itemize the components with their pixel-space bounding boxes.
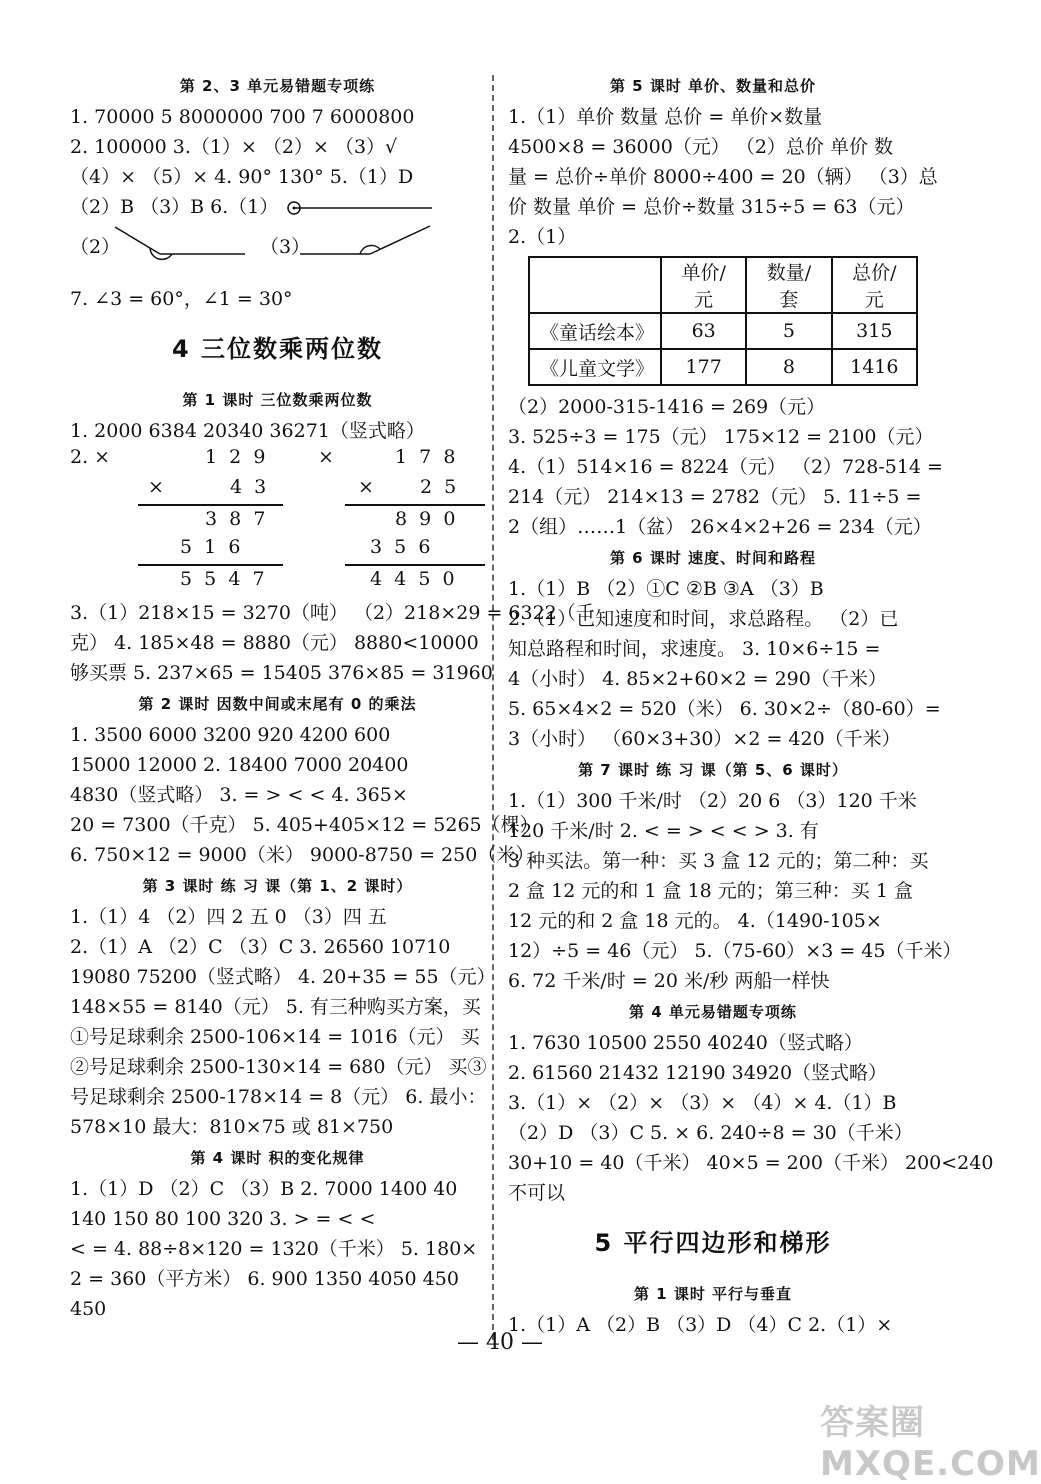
answer-line: 6. 750×12 = 9000（米） 9000-8750 = 250（米）	[70, 844, 535, 866]
answer-line: 3.（1）× （2）× （3）× （4）× 4.（1）B	[508, 1092, 897, 1114]
section-title: 第 4 课时 积的变化规律	[190, 1149, 365, 1167]
answer-line: 6. 72 千米/时 = 20 米/秒 两船一样快	[508, 970, 830, 992]
answer-text: （2）B （3）B 6.（1）	[70, 196, 279, 218]
product: 5 5 4 7	[180, 568, 265, 590]
answer-line: 知总路程和时间，求速度。 3. 10×6÷15 =	[508, 638, 881, 660]
times-sign: ×	[148, 476, 164, 498]
rule-line	[345, 504, 485, 506]
times-sign: ×	[358, 476, 374, 498]
section-title: 第 1 课时 平行与垂直	[633, 1285, 793, 1303]
page-number: — 40 —	[457, 1330, 543, 1355]
answer-line: 12 元的和 2 盒 18 元的。 4.（1490-105×	[508, 910, 882, 932]
table-row	[529, 313, 917, 349]
answer-line: 214（元） 214×13 = 2782（元） 5. 11÷5 =	[508, 486, 922, 508]
answer-line: 140 150 80 100 320 3. > = < <	[70, 1208, 376, 1230]
answer-line: 2（组）……1（盆） 26×4×2+26 = 234（元）	[508, 516, 932, 538]
table-header-cell: 总价/元	[832, 257, 917, 313]
table-row	[529, 349, 917, 385]
answer-text: 2. ×	[70, 446, 111, 468]
answer-line: 1.（1）单价 数量 总价 = 单价×数量	[508, 106, 823, 128]
section-title: 第 7 课时 练 习 课（第 5、6 课时）	[578, 761, 848, 779]
answer-line: 1. 70000 5 8000000 700 7 6000800	[70, 106, 415, 128]
answer-line: 12）÷5 = 46（元） 5.（75-60）×3 = 45（千米）	[508, 940, 962, 962]
section-title: 第 3 课时 练 习 课（第 1、2 课时）	[142, 877, 413, 895]
answer-line: 7. ∠3 = 60°，∠1 = 30°	[70, 288, 293, 310]
answer-line: 4830（竖式略） 3. = > < < 4. 365×	[70, 784, 408, 806]
answer-line: 120 千米/时 2. < = > < < > 3. 有	[508, 820, 819, 842]
answer-line: 3 种买法。第一种：买 3 盒 12 元的；第二种：买	[508, 850, 929, 872]
rule-line	[138, 564, 283, 566]
angle-figure-3	[295, 222, 435, 272]
answer-line: 15000 12000 2. 18400 7000 20400	[70, 754, 409, 776]
answer-line: 20 = 7300（千克） 5. 405+405×12 = 5265（棵）	[70, 814, 539, 836]
answer-line: 克） 4. 185×48 = 8880（元） 8880<10000	[70, 632, 479, 654]
multiplicand: 1 2 9	[205, 446, 266, 468]
answer-line: 2 = 360（平方米） 6. 900 1350 4050 450	[70, 1268, 459, 1290]
answer-line: 够买票 5. 237×65 = 15405 376×85 = 31960	[70, 662, 493, 684]
product: 4 4 5 0	[370, 568, 455, 590]
section-title: 第 4 单元易错题专项练	[629, 1003, 797, 1021]
answer-line: 4（小时） 4. 85×2+60×2 = 290（千米）	[508, 668, 887, 690]
table-header-cell: 数量/套	[746, 257, 831, 313]
figure-label: （3）	[260, 236, 311, 258]
table-cell: 5	[746, 313, 831, 349]
angle-figures	[70, 222, 485, 284]
answer-line: 不可以	[508, 1182, 566, 1204]
answer-line: 3. 525÷3 = 175（元） 175×12 = 2100（元）	[508, 426, 934, 448]
table-cell: 63	[661, 313, 746, 349]
answer-line: 2.（1）	[508, 226, 577, 248]
unit-title: 5 平行四边形和梯形	[594, 1229, 832, 1257]
section-title: 第 1 课时 三位数乘两位数	[182, 391, 373, 409]
answer-line: （2）D （3）C 5. × 6. 240÷8 = 30（千米）	[508, 1122, 913, 1144]
answer-line: （2）2000-315-1416 = 269（元）	[508, 396, 826, 418]
answer-line: 1.（1）D （2）C （3）B 2. 7000 1400 40	[70, 1178, 458, 1200]
answer-line: 1. 3500 6000 3200 920 4200 600	[70, 724, 391, 746]
vertical-multiplication-result	[70, 564, 485, 598]
answer-line: 1.（1）4 （2）四 2 五 0 （3）四 五	[70, 906, 387, 928]
answer-line: ②号足球剩余 2500-130×14 = 680（元） 买③	[70, 1056, 487, 1078]
multiplier: 2 5	[420, 476, 457, 498]
table-header-cell: 单价/元	[661, 257, 746, 313]
table-cell: 《童话绘本》	[529, 313, 661, 349]
figure-label: （2）	[70, 236, 121, 258]
answer-line: 2 盒 12 元的和 1 盒 18 元的；第三种：买 1 盒	[508, 880, 913, 902]
rule-line	[138, 504, 283, 506]
table-header-row	[529, 257, 917, 313]
vertical-multiplication	[70, 446, 485, 564]
answer-line: 号足球剩余 2500-178×14 = 8（元） 6. 最小：	[70, 1086, 487, 1108]
answer-line: 2.（1）A （2）C （3）C 3. 26560 10710	[70, 936, 451, 958]
answer-line: 578×10 最大：810×75 或 81×750	[70, 1116, 394, 1138]
answer-line: （4）× （5）× 4. 90° 130° 5.（1）D	[70, 166, 414, 188]
watermark-logo: 答案圈 MXQE.COM	[820, 1403, 1041, 1484]
price-table	[528, 256, 918, 386]
answer-line: 2. 61560 21432 12190 34920（竖式略）	[508, 1062, 888, 1084]
answer-line: 2. 100000 3.（1）× （2）× （3）√	[70, 136, 398, 158]
unit-title: 4 三位数乘两位数	[171, 335, 384, 363]
answer-line: 4500×8 = 36000（元） （2）总价 单价 数	[508, 136, 894, 158]
right-column	[508, 70, 994, 1340]
column-divider	[492, 75, 494, 1340]
multiplicand: 1 7 8	[395, 446, 456, 468]
rule-line	[345, 564, 485, 566]
section-title: 第 6 课时 速度、时间和路程	[609, 549, 817, 567]
ray-figure-1	[284, 198, 434, 218]
section-title: 第 2 课时 因数中间或末尾有 0 的乘法	[138, 695, 417, 713]
section-title: 第 2、3 单元易错题专项练	[179, 77, 376, 95]
answer-line: 1.（1）300 千米/时 （2）20 6 （3）120 千米	[508, 790, 917, 812]
table-cell: 《儿童文学》	[529, 349, 661, 385]
table-cell: 315	[832, 313, 917, 349]
answer-line: 1. 7630 10500 2550 40240（竖式略）	[508, 1032, 863, 1054]
answer-line: 148×55 = 8140（元） 5. 有三种购买方案，买	[70, 996, 481, 1018]
answer-line: 1.（1）B （2）①C ②B ③A （3）B	[508, 578, 824, 600]
answer-line: 450	[70, 1298, 107, 1320]
answer-line: < = 4. 88÷8×120 = 1320（千米） 5. 180×	[70, 1238, 478, 1260]
answer-line: 1. 2000 6384 20340 36271（竖式略）	[70, 420, 425, 442]
partial-product: 3 5 6	[370, 536, 431, 558]
partial-product: 5 1 6	[180, 536, 241, 558]
answer-line: 1.（1）A （2）B （3）D （4）C 2.（1）×	[508, 1314, 893, 1336]
table-header-cell	[529, 257, 661, 313]
partial-product: 8 9 0	[395, 508, 456, 530]
multiplier: 4 3	[230, 476, 267, 498]
answer-line: 19080 75200（竖式略） 4. 20+35 = 55（元）	[70, 966, 496, 988]
answer-line	[70, 192, 485, 222]
answer-line: 3（小时） （60×3+30）×2 = 420（千米）	[508, 728, 901, 750]
partial-product: 3 8 7	[205, 508, 266, 530]
times-sign: ×	[318, 446, 334, 468]
answer-line: ①号足球剩余 2500-106×14 = 1016（元） 买	[70, 1026, 480, 1048]
answer-line: 3.（1）218×15 = 3270（吨） （2）218×29 = 6322（千	[70, 602, 595, 624]
answer-line: 5. 65×4×2 = 520（米） 6. 30×2÷（80-60）=	[508, 698, 941, 720]
answer-line: 4.（1）514×16 = 8224（元） （2）728-514 =	[508, 456, 943, 478]
table-cell: 177	[661, 349, 746, 385]
angle-figure-2	[110, 222, 250, 272]
answer-line: 价 数量 单价 = 总价÷数量 315÷5 = 63（元）	[508, 196, 915, 218]
answer-line: 2.（1）已知速度和时间，求总路程。 （2）已	[508, 608, 899, 630]
section-title: 第 5 课时 单价、数量和总价	[609, 77, 817, 95]
table-cell: 1416	[832, 349, 917, 385]
answer-line: 30+10 = 40（千米） 40×5 = 200（千米） 200<240	[508, 1152, 994, 1174]
answer-line: 量 = 总价÷单价 8000÷400 = 20（辆） （3）总	[508, 166, 938, 188]
table-cell: 8	[746, 349, 831, 385]
